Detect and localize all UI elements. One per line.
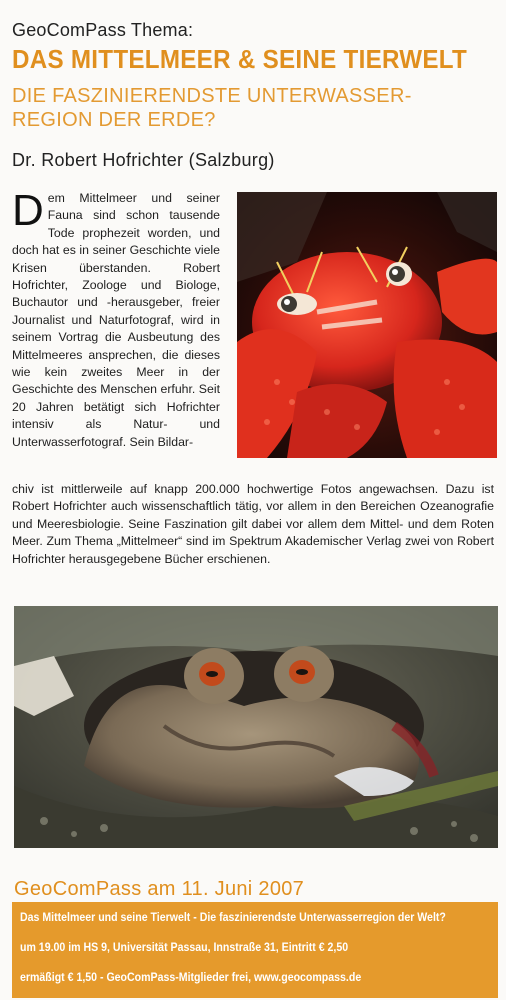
event-line-prices: ermäßigt € 1,50 - GeoComPass-Mitglieder frei, www.geocompass.de (20, 972, 362, 984)
octopus-illustration (14, 606, 498, 848)
subtitle: DIE FASZINIERENDSTE UNTERWASSER-REGION DER ERDE? (12, 85, 412, 131)
article-column-text: em Mittelmeer und seiner Fauna sind schon tausende Tode prophezeit worden, und doch hat es in seiner Geschichte viele Krisen überstanden. Robert Hofrichter, Zoologe und Biologe, Buchautor und -herausgeber, freier Journalist und Naturfotograf, wird in seinem Vortrag die Ausbeutung des Mittelmeeres ansprechen, die dieses wie kein zweites Meer in der Geschichte des Menschen erfuhr. Seit 20 Jahren betätigt sich Hofrichter intensiv als Natur- und Unterwasserfotograf. Sein Bildar- (12, 191, 220, 449)
crab-illustration (237, 192, 497, 458)
article-column (12, 186, 220, 451)
octopus-photo (14, 606, 498, 848)
kicker: GeoComPass Thema: (12, 20, 194, 40)
event-date-heading: GeoComPass am 11. Juni 2007 (14, 878, 305, 900)
author: Dr. Robert Hofrichter (Salzburg) (12, 150, 275, 170)
crab-photo (237, 192, 497, 458)
event-line-title: Das Mittelmeer und seine Tierwelt - Die faszinierendste Unterwasserregion der Welt? (20, 912, 446, 924)
event-line-time-place: um 19.00 im HS 9, Universität Passau, Innstraße 31, Eintritt € 2,50 (20, 942, 349, 954)
dropcap: D (12, 186, 44, 235)
page-title: DAS MITTELMEER & SEINE TIERWELT (12, 44, 468, 74)
article-continued: chiv ist mittlerweile auf knapp 200.000 hochwertige Fotos angewachsen. Dazu ist Robert Hofrichter auch wissenschaftlich tätig, vor allem in den Bereichen Ozeanografie und Meeresbiologie. Seine Faszination gilt dabei vor allem dem Mittel- und dem Roten Meer. Zum Thema „Mittelmeer“ sind im Spektrum Akademischer Verlag zwei von Robert Hofrichter herausgegebene Bücher erschienen. (12, 482, 494, 566)
event-box (12, 902, 498, 998)
